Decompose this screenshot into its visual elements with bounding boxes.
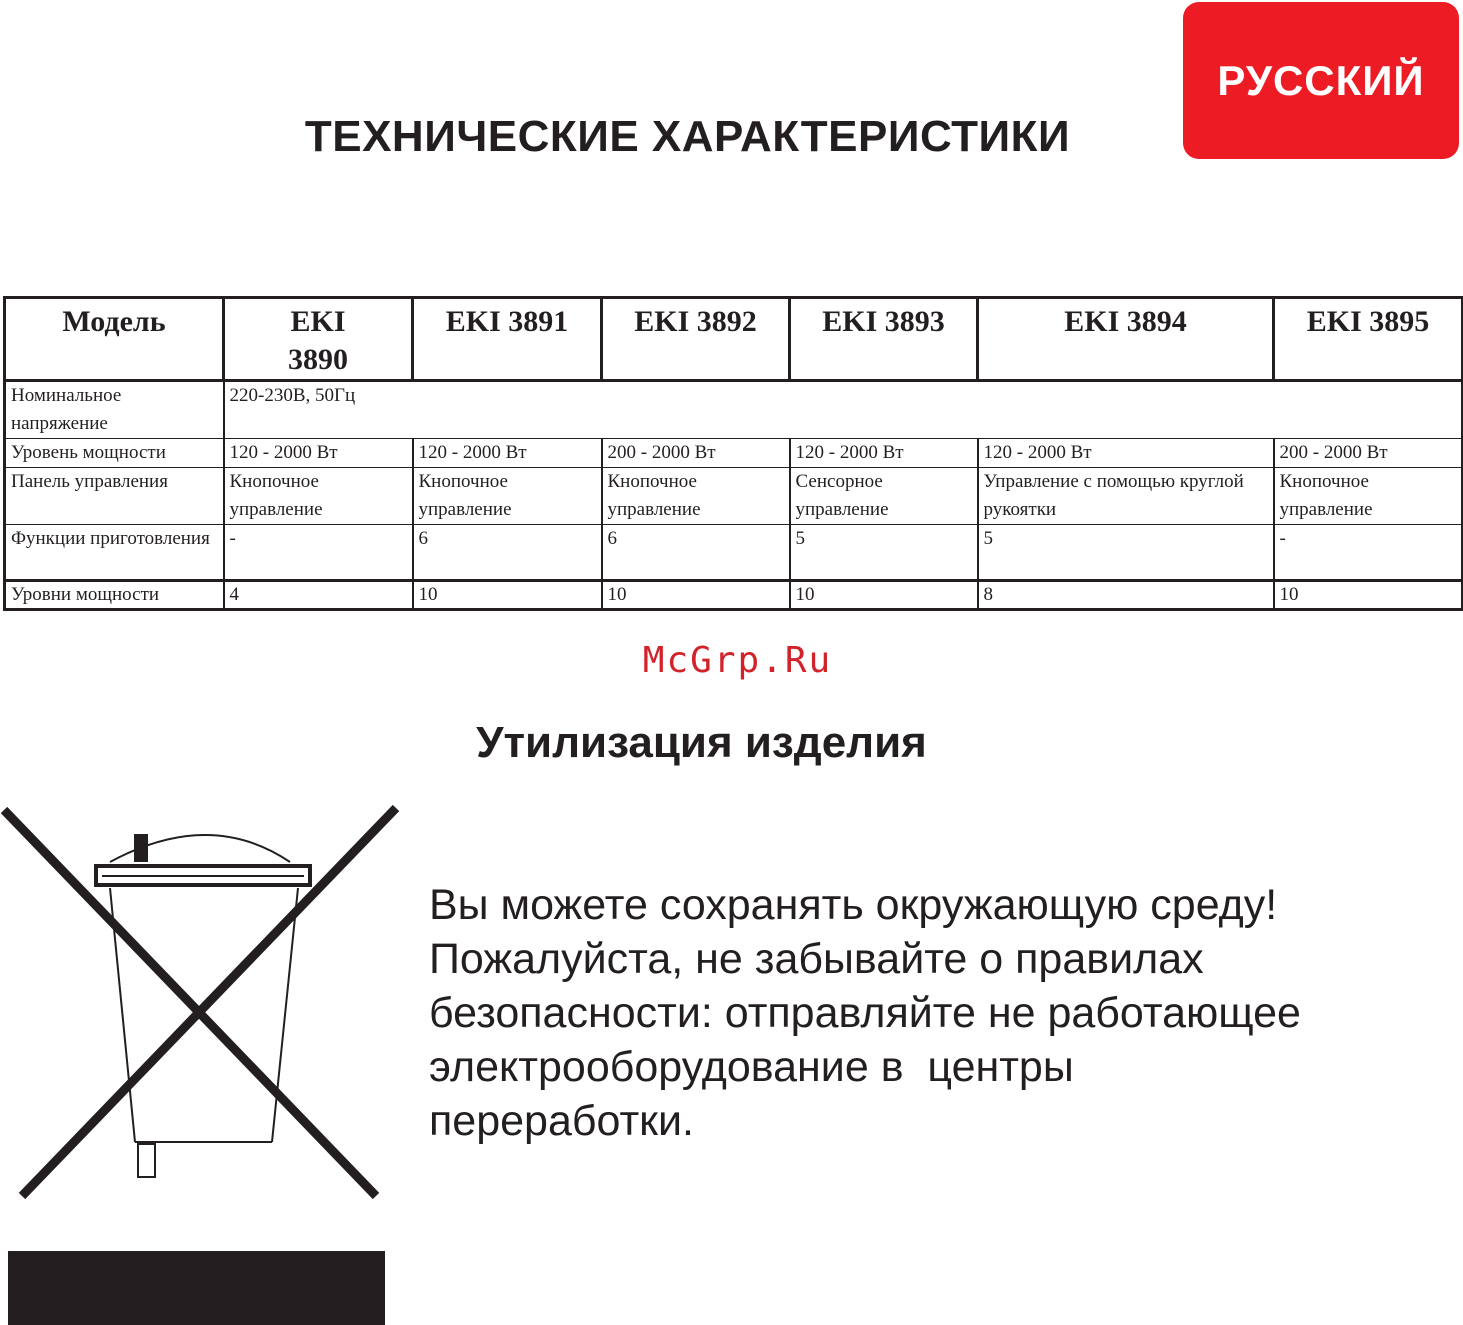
page-title: ТЕХНИЧЕСКИЕ ХАРАКТЕРИСТИКИ (304, 112, 1071, 161)
disposal-line: Пожалуйста, не забывайте о правилах (429, 935, 1204, 983)
header-model: EKI 3891 (413, 298, 602, 381)
table-cell: 120 - 2000 Вт (978, 439, 1274, 468)
disposal-line: электрооборудование в центры (429, 1043, 1074, 1091)
table-cell: Кнопочное управление (1274, 468, 1463, 525)
table-row-power-range (5, 439, 1463, 468)
table-cell: - (1274, 525, 1463, 581)
table-cell: Сенсорное управление (790, 468, 978, 525)
table-cell: 120 - 2000 Вт (224, 439, 413, 468)
disposal-text (429, 878, 1449, 1148)
table-cell: Кнопочное управление (413, 468, 602, 525)
table-cell: 120 - 2000 Вт (413, 439, 602, 468)
table-cell: 200 - 2000 Вт (602, 439, 790, 468)
voltage-value: 220-230В, 50Гц (224, 381, 1463, 439)
row-label: Функции приготовления (5, 525, 224, 581)
watermark: McGrp.Ru (642, 640, 833, 681)
table-cell: 200 - 2000 Вт (1274, 439, 1463, 468)
table-cell: 10 (790, 581, 978, 610)
header-model: EKI 3894 (978, 298, 1274, 381)
table-cell: 5 (790, 525, 978, 581)
row-label: Панель управления (5, 468, 224, 525)
disposal-line: переработки. (429, 1097, 694, 1145)
disposal-line: безопасности: отправляйте не работающее (429, 989, 1301, 1037)
table-row-power-levels (5, 581, 1463, 610)
header-model: EKI 3892 (602, 298, 790, 381)
table-header-row (5, 298, 1463, 381)
row-label: Номинальное напряжение (5, 381, 224, 439)
table-cell: Кнопочное управление (224, 468, 413, 525)
header-model: EKI 3893 (790, 298, 978, 381)
row-label: Уровень мощности (5, 439, 224, 468)
table-cell: 4 (224, 581, 413, 610)
table-cell: 10 (1274, 581, 1463, 610)
table-row-cooking-functions (5, 525, 1463, 581)
crossed-out-wheelie-bin-icon (0, 800, 400, 1210)
table-cell: 6 (602, 525, 790, 581)
header-model: EKI 3890 (224, 298, 413, 381)
language-badge: РУССКИЙ (1183, 2, 1459, 159)
row-label: Уровни мощности (5, 581, 224, 610)
table-cell: Кнопочное управление (602, 468, 790, 525)
table-cell: - (224, 525, 413, 581)
disposal-title: Утилизация изделия (476, 718, 927, 767)
black-bar (8, 1251, 385, 1325)
table-cell: Управление с помощью круглой рукоятки (978, 468, 1274, 525)
table-cell: 120 - 2000 Вт (790, 439, 978, 468)
header-model: EKI 3895 (1274, 298, 1463, 381)
specs-table (3, 296, 1463, 611)
disposal-line: Вы можете сохранять окружающую среду! (429, 881, 1278, 929)
table-cell: 6 (413, 525, 602, 581)
table-row-voltage (5, 381, 1463, 439)
table-cell: 5 (978, 525, 1274, 581)
table-cell: 10 (413, 581, 602, 610)
table-row-control-panel (5, 468, 1463, 525)
header-model-label: Модель (5, 298, 224, 381)
table-cell: 10 (602, 581, 790, 610)
table-cell: 8 (978, 581, 1274, 610)
